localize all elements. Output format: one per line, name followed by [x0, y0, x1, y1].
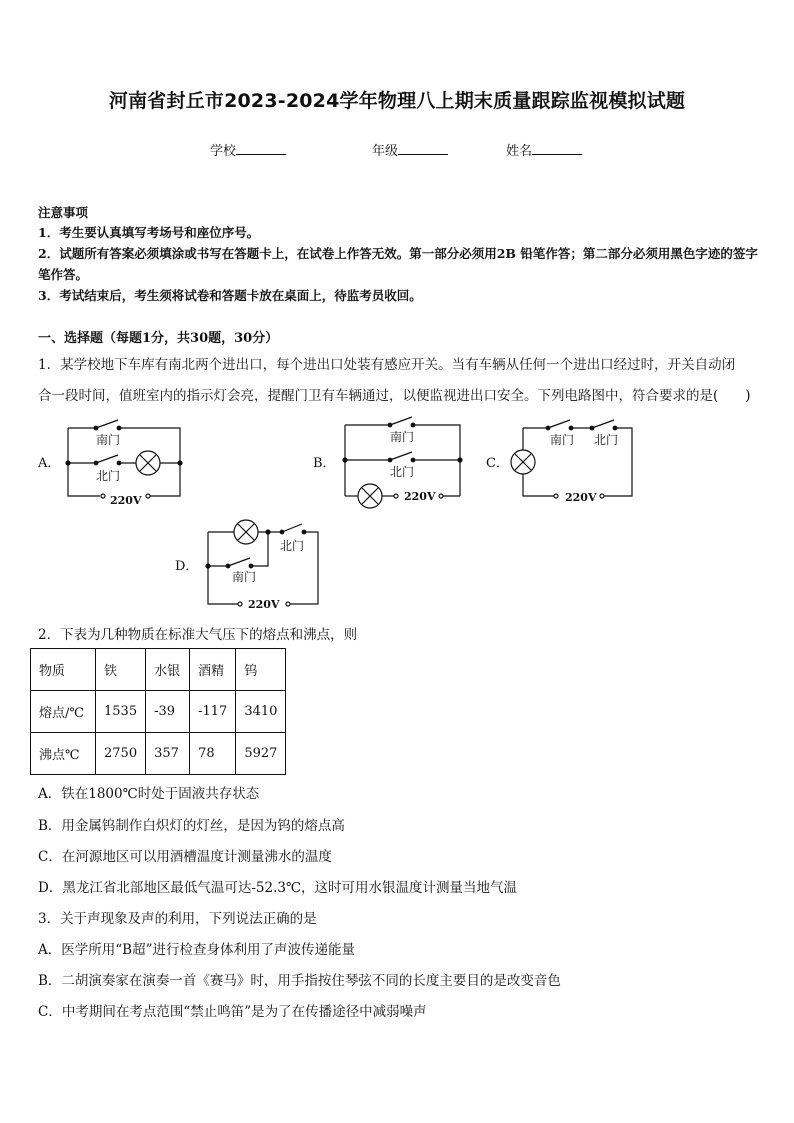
- circuit-a: [66, 420, 182, 498]
- table-cell: 357: [146, 733, 190, 775]
- table-row: [31, 649, 286, 691]
- question-3-option: B．二胡演奏家在演奏一首《赛马》时，用手指按住琴弦不同的长度主要目的是改变音色: [38, 973, 561, 989]
- properties-table: [30, 648, 286, 775]
- question-2-option: C．在河源地区可以用酒槽温度计测量沸水的温度: [38, 849, 332, 865]
- school-field: 学校: [210, 140, 286, 159]
- north-gate-label: 北门: [594, 433, 619, 447]
- table-cell: 5927: [236, 733, 286, 775]
- question-2-option: D．黑龙江省北部地区最低气温可达-52.3℃，这时可用水银温度计测量当地气温: [38, 880, 518, 896]
- table-cell: 2750: [96, 733, 146, 775]
- notice-item: 1．考生要认真填写考场号和座位序号。: [38, 225, 260, 240]
- notice-item: 3．考试结束后，考生须将试卷和答题卡放在桌面上，待监考员收回。: [38, 288, 422, 303]
- voltage-label: 220V: [110, 494, 142, 507]
- table-row: [31, 691, 286, 733]
- table-cell: -39: [146, 691, 190, 733]
- table-row: [31, 733, 286, 775]
- notice-item: 2．试题所有答案必须填涂或书写在答题卡上，在试卷上作答无效。第一部分必须用2B 铅笔作答；第二部分必须用黑色字迹的签字笔作答。: [38, 246, 758, 282]
- table-cell: 铁: [96, 649, 146, 691]
- question-3-option: A．医学所用“B超”进行检查身体利用了声波传递能量: [38, 942, 355, 958]
- option-a-label: A．: [38, 456, 61, 471]
- school-blank: [236, 142, 286, 155]
- circuit-d: [206, 520, 318, 606]
- voltage-label: 220V: [565, 491, 597, 504]
- table-cell: 熔点/℃: [31, 691, 96, 733]
- question-3-option: C．中考期间在考点范围“禁止鸣笛”是为了在传播途径中减弱噪声: [38, 1004, 427, 1020]
- table-cell: 水银: [146, 649, 190, 691]
- notice-heading: 注意事项: [38, 205, 89, 220]
- circuit-c: [511, 420, 632, 498]
- grade-field: 年级: [372, 140, 448, 159]
- question-3-stem: 3．关于声现象及声的利用，下列说法正确的是: [38, 911, 317, 927]
- table-cell: 物质: [31, 649, 96, 691]
- question-2-stem: 2．下表为几种物质在标准大气压下的熔点和沸点，则: [38, 627, 358, 643]
- name-field: 姓名: [506, 140, 582, 159]
- table-cell: -117: [190, 691, 236, 733]
- page-title: 河南省封丘市2023-2024学年物理八上期末质量跟踪监视模拟试题: [108, 90, 686, 112]
- circuit-diagrams: [0, 408, 794, 613]
- question-2-option: A．铁在1800℃时处于固液共存状态: [38, 786, 260, 802]
- voltage-label: 220V: [404, 490, 436, 503]
- name-blank: [532, 142, 582, 155]
- section-heading: 一、选择题（每题1分，共30题，30分）: [38, 331, 279, 346]
- table-cell: 沸点℃: [31, 733, 96, 775]
- north-gate-label: 北门: [390, 465, 415, 479]
- option-d-label: D．: [175, 559, 199, 574]
- question-1-line: 1．某学校地下车库有南北两个进出口，每个进出口处装有感应开关。当有车辆从任何一个进出口经过时，开关自动闭: [38, 357, 736, 373]
- south-gate-label: 南门: [550, 433, 575, 447]
- option-b-label: B．: [313, 456, 336, 471]
- table-cell: 78: [190, 733, 236, 775]
- grade-blank: [398, 142, 448, 155]
- table-cell: 酒精: [190, 649, 236, 691]
- north-gate-label: 北门: [280, 539, 305, 553]
- south-gate-label: 南门: [96, 433, 121, 447]
- north-gate-label: 北门: [96, 469, 121, 483]
- table-cell: 1535: [96, 691, 146, 733]
- south-gate-label: 南门: [390, 430, 415, 444]
- table-cell: 3410: [236, 691, 286, 733]
- question-2-option: B．用金属钨制作白炽灯的灯丝，是因为钨的熔点高: [38, 818, 345, 834]
- question-1-line: 合一段时间，值班室内的指示灯会亮，提醒门卫有车辆通过，以便监视进出口安全。下列电路图中，符合要求的是( ): [38, 388, 751, 404]
- voltage-label: 220V: [248, 598, 280, 611]
- table-cell: 钨: [236, 649, 286, 691]
- option-c-label: C．: [486, 456, 509, 471]
- south-gate-label: 南门: [232, 570, 257, 584]
